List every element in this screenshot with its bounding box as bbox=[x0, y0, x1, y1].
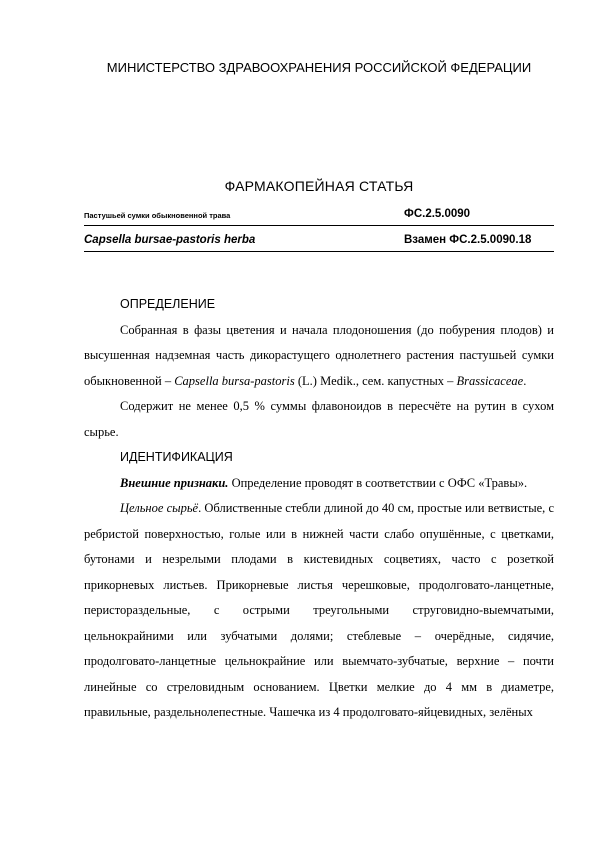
definition-paragraph-1: Собранная в фазы цветения и начала плодоношения (до побурения плодов) и высушенная надземная часть дикорастущего однолетнего растения пастушьей сумки обыкновенной – Capsella bursa-pastoris (L.) Medik., сем. капустных – Brassicaceae. bbox=[84, 322, 554, 388]
identification-heading: ИДЕНТИФИКАЦИЯ bbox=[120, 450, 233, 464]
external-signs-paragraph: Внешние признаки. Определение проводят в соответствии с ОФС «Травы». bbox=[120, 475, 528, 490]
whole-raw-material-label: Цельное сырьё bbox=[120, 501, 199, 515]
ministry-title: МИНИСТЕРСТВО ЗДРАВООХРАНЕНИЯ РОССИЙСКОЙ ФЕДЕРАЦИИ bbox=[106, 60, 532, 75]
species-name: Capsella bursa-pastoris bbox=[174, 373, 295, 388]
whole-raw-material-paragraph: Цельное сырьё. Облиственные стебли длиной до 40 см, простые или ветвистые, с ребристой поверхностью, голые или в нижней части слабо опушённые, с цветками, бутонами и незрелыми плодами в кистевидных соцветиях, часто с розеткой прикорневых листьев. Прикорневые листья черешковые, продолговато-ланцетные, перистораздельные, с острыми треугольными струговидно-выемчатыми, цельнокрайними или зубчатыми долями; стеблевые – очерёдные, сидячие, продолговато-ланцетные цельнокрайние или выемчато-зубчатые, верхние – почти линейные со стреловидным основанием. Цветки мелкие до 4 мм в диаметре, правильные, раздельнолепестные. Чашечка из 4 продолговато-яйцевидных, зелёных bbox=[84, 501, 555, 719]
drug-name-russian: Пастушьей сумки обыкновенной трава bbox=[84, 211, 231, 220]
external-signs-label: Внешние признаки. bbox=[120, 475, 229, 490]
definition-paragraph-2: Содержит не менее 0,5 % суммы флавоноидов в пересчёте на рутин в сухом сырье. bbox=[84, 399, 554, 439]
article-body bbox=[84, 292, 554, 726]
replaces-code: Взамен ФС.2.5.0090.18 bbox=[404, 234, 532, 246]
article-code: ФС.2.5.0090 bbox=[404, 208, 471, 220]
article-type-title: ФАРМАКОПЕЙНАЯ СТАТЬЯ bbox=[224, 178, 414, 194]
drug-name-latin: Capsella bursae-pastoris herba bbox=[84, 234, 256, 246]
header-divider-2 bbox=[84, 251, 554, 252]
family-name: Brassicaceae bbox=[456, 373, 524, 388]
definition-heading: ОПРЕДЕЛЕНИЕ bbox=[120, 297, 216, 311]
header-divider-1 bbox=[84, 225, 554, 226]
